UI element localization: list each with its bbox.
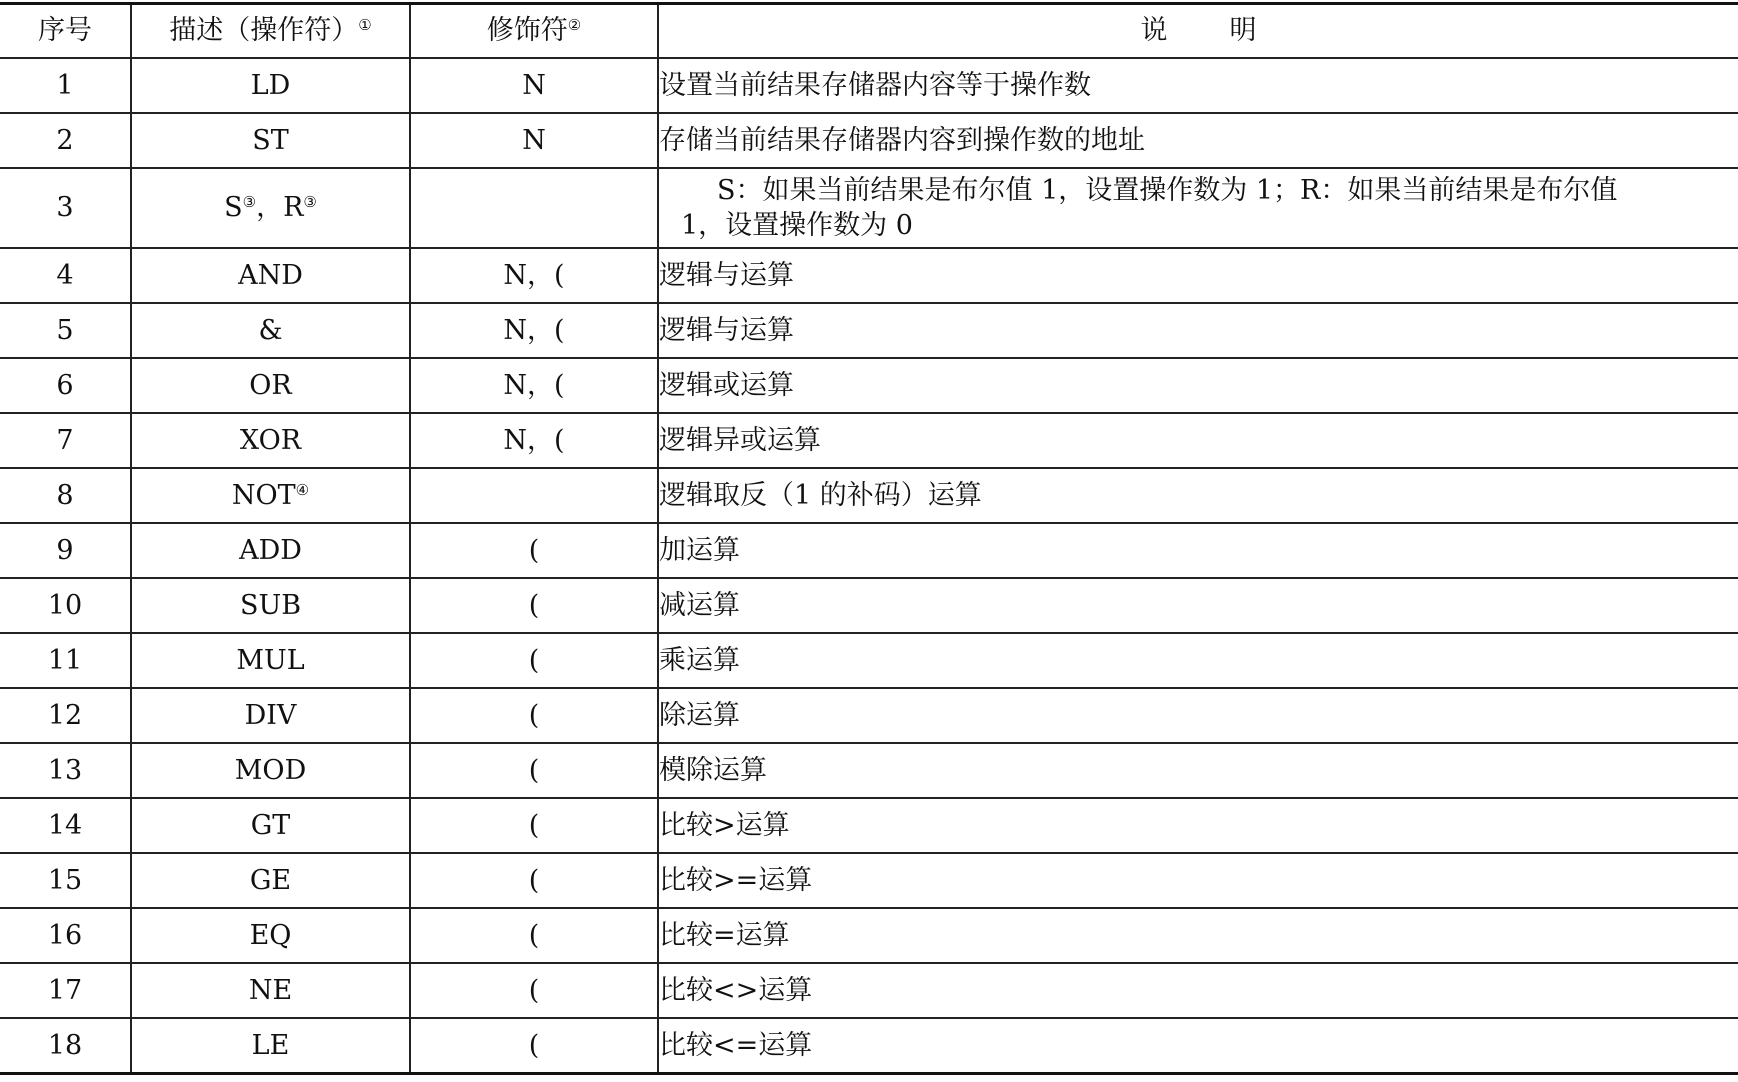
row-operator: LD xyxy=(131,58,410,113)
table-row xyxy=(0,248,1738,303)
row-description: 模除运算 xyxy=(658,743,1738,798)
operator-s: S xyxy=(224,192,243,224)
row-operator: AND xyxy=(131,248,410,303)
header-row xyxy=(0,4,1738,59)
row-index: 10 xyxy=(0,578,131,633)
table-row xyxy=(0,1018,1738,1074)
row-modifier: N，( xyxy=(410,248,658,303)
table-row xyxy=(0,798,1738,853)
header-operator xyxy=(131,4,410,59)
row-index: 8 xyxy=(0,468,131,523)
table-row xyxy=(0,523,1738,578)
row-operator: & xyxy=(131,303,410,358)
row-description: 设置当前结果存储器内容等于操作数 xyxy=(658,58,1738,113)
operator-table xyxy=(0,2,1738,1075)
row-description: 除运算 xyxy=(658,688,1738,743)
row-operator: XOR xyxy=(131,413,410,468)
row-modifier: N xyxy=(410,58,658,113)
row-description xyxy=(658,168,1738,248)
row-modifier: ( xyxy=(410,908,658,963)
row-operator: MOD xyxy=(131,743,410,798)
row-operator: LE xyxy=(131,1018,410,1074)
row-description: 存储当前结果存储器内容到操作数的地址 xyxy=(658,113,1738,168)
row-operator: ST xyxy=(131,113,410,168)
row-index: 11 xyxy=(0,633,131,688)
row-index: 13 xyxy=(0,743,131,798)
row-index: 1 xyxy=(0,58,131,113)
table-row xyxy=(0,358,1738,413)
table-row xyxy=(0,468,1738,523)
row-operator: MUL xyxy=(131,633,410,688)
row-index: 7 xyxy=(0,413,131,468)
row-modifier: ( xyxy=(410,798,658,853)
row-index: 12 xyxy=(0,688,131,743)
row-description: 逻辑与运算 xyxy=(658,248,1738,303)
row-modifier: N，( xyxy=(410,303,658,358)
row-description-line1: S：如果当前结果是布尔值 1，设置操作数为 1；R：如果当前结果是布尔值 xyxy=(717,174,1618,206)
row-index: 17 xyxy=(0,963,131,1018)
row-description: 逻辑取反（1 的补码）运算 xyxy=(658,468,1738,523)
row-operator: GT xyxy=(131,798,410,853)
row-operator xyxy=(131,468,410,523)
row-description: 逻辑或运算 xyxy=(658,358,1738,413)
row-modifier: ( xyxy=(410,523,658,578)
row-operator: GE xyxy=(131,853,410,908)
row-index: 18 xyxy=(0,1018,131,1074)
table-body xyxy=(0,58,1738,1074)
row-operator: OR xyxy=(131,358,410,413)
header-operator-label: 描述（操作符） xyxy=(169,15,359,47)
table-header xyxy=(0,4,1738,59)
row-description: 比较<=运算 xyxy=(658,1018,1738,1074)
row-operator: NE xyxy=(131,963,410,1018)
row-description: 比较<>运算 xyxy=(658,963,1738,1018)
header-description-part2: 明 xyxy=(1229,15,1257,47)
row-modifier: ( xyxy=(410,688,658,743)
row-description: 逻辑异或运算 xyxy=(658,413,1738,468)
table-row xyxy=(0,963,1738,1018)
operator-r: R xyxy=(283,192,304,224)
row-index: 16 xyxy=(0,908,131,963)
row-index: 15 xyxy=(0,853,131,908)
row-modifier: ( xyxy=(410,633,658,688)
row-operator: DIV xyxy=(131,688,410,743)
row-index: 2 xyxy=(0,113,131,168)
table-row xyxy=(0,908,1738,963)
row-index: 14 xyxy=(0,798,131,853)
footnote-marker-3b: ③ xyxy=(303,193,317,212)
header-description-part1: 说 xyxy=(1140,15,1168,47)
row-description: 比较>运算 xyxy=(658,798,1738,853)
row-description: 减运算 xyxy=(658,578,1738,633)
row-modifier: ( xyxy=(410,853,658,908)
row-modifier: N，( xyxy=(410,358,658,413)
row-modifier: ( xyxy=(410,743,658,798)
row-description: 逻辑与运算 xyxy=(658,303,1738,358)
header-modifier-label: 修饰符 xyxy=(486,15,568,47)
row-description: 比较>=运算 xyxy=(658,853,1738,908)
header-description xyxy=(658,4,1738,59)
table-row xyxy=(0,743,1738,798)
row-operator xyxy=(131,168,410,248)
row-modifier: ( xyxy=(410,1018,658,1074)
row-operator: ADD xyxy=(131,523,410,578)
table-row xyxy=(0,633,1738,688)
row-description: 乘运算 xyxy=(658,633,1738,688)
row-modifier: N，( xyxy=(410,413,658,468)
table-row xyxy=(0,688,1738,743)
footnote-marker-1: ① xyxy=(358,16,372,35)
row-modifier xyxy=(410,468,658,523)
row-index: 5 xyxy=(0,303,131,358)
header-modifier xyxy=(410,4,658,59)
table-row xyxy=(0,58,1738,113)
footnote-marker-3: ③ xyxy=(242,193,257,212)
table-row xyxy=(0,113,1738,168)
row-description: 比较=运算 xyxy=(658,908,1738,963)
operator-not: NOT xyxy=(231,479,296,511)
table-row xyxy=(0,413,1738,468)
row-index: 6 xyxy=(0,358,131,413)
footnote-marker-4: ④ xyxy=(295,480,310,499)
header-index: 序号 xyxy=(0,4,131,59)
row-modifier: ( xyxy=(410,578,658,633)
operator-separator: ， xyxy=(256,192,284,224)
row-index: 3 xyxy=(0,168,131,248)
table-row xyxy=(0,578,1738,633)
row-modifier xyxy=(410,168,658,248)
row-operator: SUB xyxy=(131,578,410,633)
row-description: 加运算 xyxy=(658,523,1738,578)
table-row xyxy=(0,168,1738,248)
footnote-marker-2: ② xyxy=(567,16,582,35)
row-description-line2: 1，设置操作数为 0 xyxy=(681,210,913,241)
row-operator: EQ xyxy=(131,908,410,963)
table-row xyxy=(0,303,1738,358)
row-index: 4 xyxy=(0,248,131,303)
row-index: 9 xyxy=(0,523,131,578)
table-row xyxy=(0,853,1738,908)
row-modifier: N xyxy=(410,113,658,168)
row-modifier: ( xyxy=(410,963,658,1018)
